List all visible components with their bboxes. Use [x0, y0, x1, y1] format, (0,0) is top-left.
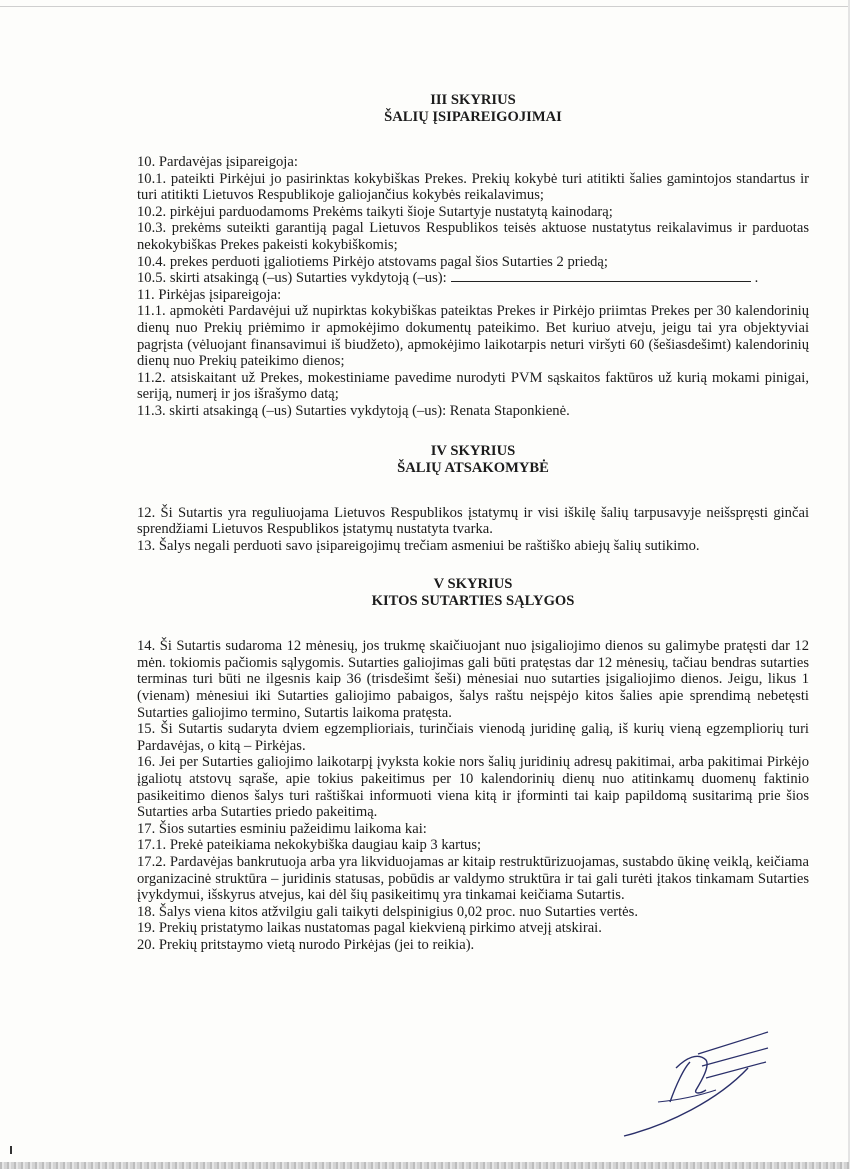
clause-11-3: 11.3. skirti atsakingą (–us) Sutarties vykdytoją (–us): Renata Staponkienė. — [137, 402, 570, 419]
section-5-subtitle: KITOS SUTARTIES SĄLYGOS — [371, 593, 575, 610]
clause-10-1: 10.1. pateikti Pirkėjui jo pasirinktas kokybiškas Prekes. Prekių kokybė turi atitikti šalies gamintojos standartus ir turi atitikti Lietuvos Respublikoje galiojančius kokybės reikalavimus; — [137, 170, 809, 204]
section-4-title: IV SKYRIUS — [430, 442, 516, 459]
scan-bottom-edge — [0, 1162, 850, 1169]
clause-10: 10. Pardavėjas įsipareigoja: — [137, 154, 298, 170]
section-4-heading — [137, 443, 809, 477]
clause-15: 15. Ši Sutartis sudaryta dviem egzemplioriais, turinčiais vienodą juridinę galią, iš kurių vieną egzempliorių turi Pardavėjas, o kitą – Pirkėjas. — [137, 721, 809, 754]
section-5-title: V SKYRIUS — [433, 576, 513, 593]
clause-18: 18. Šalys viena kitos atžvilgiu gali taikyti delspinigius 0,02 proc. nuo Sutarties vertės. — [137, 903, 638, 920]
section-4-subtitle: ŠALIŲ ATSAKOMYBĖ — [397, 459, 549, 476]
clause-10-3: 10.3. prekėms suteikti garantiją pagal Lietuvos Respublikos teisės aktuose nustatytus reikalavimus ir parduotas nekokybiškas Prekes pakeisti kokybiškomis; — [137, 220, 809, 253]
section-5-heading — [137, 576, 809, 610]
clause-12: 12. Ši Sutartis yra reguliuojama Lietuvos Respublikos įstatymų ir visi iškilę šalių tarpusavyje neišspręsti ginčai sprendžiami Lietuvos Respublikos įstatymų nustatyta tvarka. — [137, 504, 809, 538]
document-body — [137, 92, 809, 954]
handwritten-signature — [598, 1010, 778, 1140]
clause-11: 11. Pirkėjas įsipareigoja: — [137, 286, 282, 303]
clause-16: 16. Jei per Sutarties galiojimo laikotarpį įvyksta kokie nors šalių juridinių adresų pakitimai, arba pakitimai Pirkėjo įgaliotų atstovų sąraše, apie tokius pakeitimus per 10 kalendorinių dienų nuo atitinkamų duomenų faktinio pasikeitimo dienos šalys turi raštiškai informuoti viena kitą ir įforminti tai kaip papildomą susitarimą prie šios Sutarties arba Sutarties priedo pakeitimą. — [137, 754, 809, 821]
clause-13: 13. Šalys negali perduoti savo įsipareigojimų trečiam asmeniui be raštiško abiejų šalių sutikimo. — [137, 537, 700, 554]
clause-17-2: 17.2. Pardavėjas bankrutuoja arba yra likviduojamas ar kitaip restruktūrizuojamas, sustabdo ūkinę veiklą, keičiama organizacinė struktūra – juridinis statusas, pobūdis ar valdymo struktūra ir tai gali turėti įtakos tinkamam Sutarties įvykdymui, išskyrus atvejus, kai dėl šių pasikeitimų yra tinkamai keičiama Sutartis. — [137, 854, 809, 904]
section-3-subtitle: ŠALIŲ ĮSIPAREIGOJIMAI — [384, 109, 562, 125]
clause-14: 14. Ši Sutartis sudaroma 12 mėnesių, jos trukmę skaičiuojant nuo įsigaliojimo dienos su galimybe pratęsti dar 12 mėn. tokiomis pačiomis sąlygomis. Sutarties galiojimas gali būti pratęstas dar 12 mėnesių, tačiau bendras sutarties terminas turi būti ne ilgesnis kaip 36 (trisdešimt šeši) mėnesiai nuo sutarties įsigaliojimo dienos. Jeigu, likus 1 (vienam) mėnesiui iki Sutarties galiojimo pabaigos, šalys raštu neįspėjo kitos šalies apie sprendimą nebetęsti Sutarties galiojimo termino, Sutartis laikoma pratęsta. — [137, 638, 809, 721]
clause-10-5-text: 10.5. skirti atsakingą (–us) Sutarties vykdytoją (–us): — [137, 270, 447, 287]
clause-10-5-end: . — [754, 270, 759, 287]
clause-10-2: 10.2. pirkėjui parduodamoms Prekėms taikyti šioje Sutartyje nustatytą kainodarą; — [137, 203, 613, 220]
clause-10-5 — [137, 270, 809, 287]
scan-top-edge — [0, 6, 850, 7]
clause-17-1: 17.1. Prekė pateikiama nekokybiška daugiau kaip 3 kartus; — [137, 837, 482, 854]
clause-20: 20. Prekių pritstaymo vietą nurodo Pirkėjas (jei to reikia). — [137, 936, 475, 953]
clause-10-4: 10.4. prekes perduoti įgaliotiems Pirkėjo atstovams pagal šios Sutarties 2 priedą; — [137, 253, 608, 270]
clause-17: 17. Šios sutarties esminiu pažeidimu laikoma kai: — [137, 820, 427, 837]
clause-11-2: 11.2. atsiskaitant už Prekes, mokestiniame pavedime nurodyti PVM sąskaitos faktūros už kurią mokami pinigai, seriją, numerį ir jos išrašymo datą; — [137, 369, 809, 403]
section-3-title: III SKYRIUS — [430, 92, 516, 108]
clause-11-1: 11.1. apmokėti Pardavėjui už nupirktas kokybiškas pateiktas Prekes ir Pirkėjo priimtas Prekes per 30 kalendorinių dienų nuo Prekių priėmimo ir apmokėjimo dokumentų pateikimo. Bet kuriuo atveju, jeigu tai yra objektyviai pagrįsta (vėluojant finansavimui iš biudžeto), apmokėjimo laikotarpis neturi viršyti 60 (šešiasdešimt) kalendorinių dienų nuo Prekių pateikimo dienos; — [137, 303, 809, 370]
clause-19: 19. Prekių pristatymo laikas nustatomas pagal kiekvieną pirkimo atvejį atskirai. — [137, 920, 602, 937]
section-3-heading — [137, 92, 809, 126]
scan-edge-mark — [10, 1146, 12, 1154]
responsible-person-blank — [451, 270, 751, 282]
